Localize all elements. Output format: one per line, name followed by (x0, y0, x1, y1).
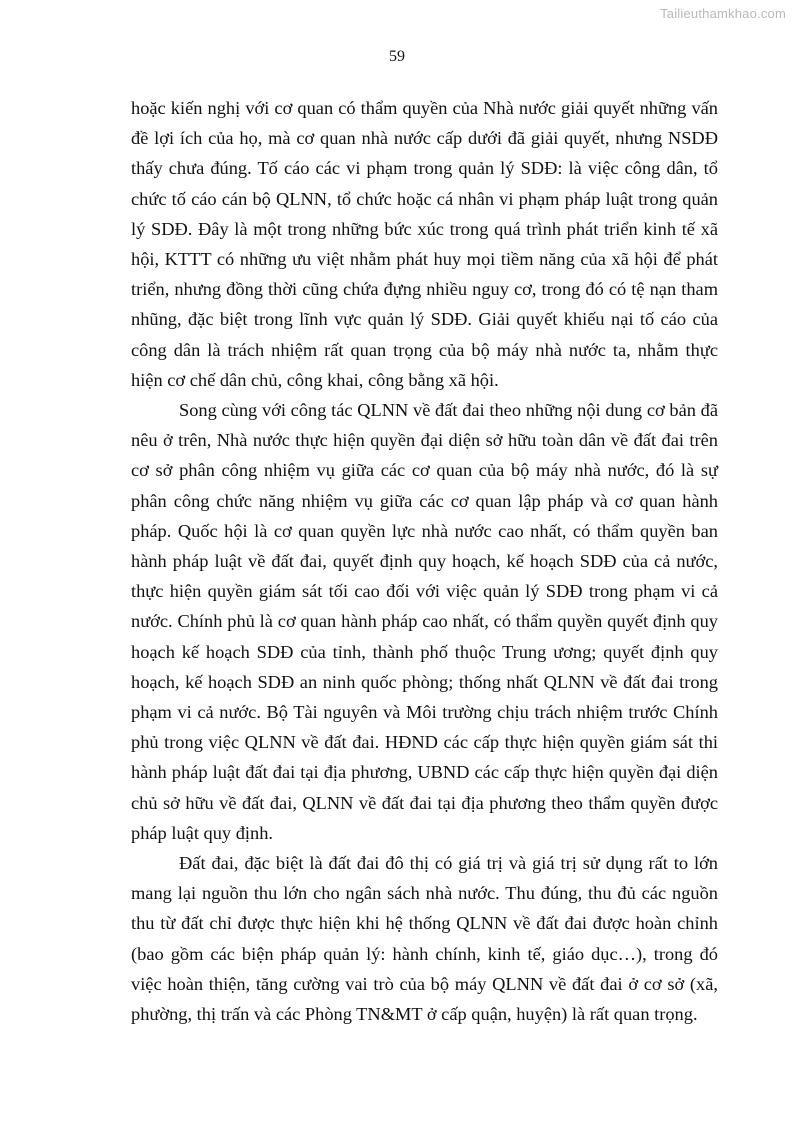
watermark: Tailieuthamkhao.com (660, 6, 786, 21)
page-number: 59 (389, 48, 405, 65)
paragraph-2: Song cùng với công tác QLNN về đất đai theo những nội dung cơ bản đã nêu ở trên, Nhà nước thực hiện quyền đại diện sở hữu toàn dân về đất đai trên cơ sở phân công nhiệm vụ giữa các cơ quan của bộ máy nhà nước, đó là sự phân công chức năng nhiệm vụ giữa các cơ quan lập pháp và cơ quan hành pháp. Quốc hội là cơ quan quyền lực nhà nước cao nhất, có thẩm quyền ban hành pháp luật về đất đai, quyết định quy hoạch, kế hoạch SDĐ của cả nước, thực hiện quyền giám sát tối cao đối với việc quản lý SDĐ trong phạm vi cả nước. Chính phủ là cơ quan hành pháp cao nhất, có thẩm quyền quyết định quy hoạch kế hoạch SDĐ của tỉnh, thành phố thuộc Trung ương; quyết định quy hoạch, kế hoạch SDĐ an ninh quốc phòng; thống nhất QLNN về đất đai trong phạm vi cả nước. Bộ Tài nguyên và Môi trường chịu trách nhiệm trước Chính phủ trong việc QLNN về đất đai. HĐND các cấp thực hiện quyền giám sát thi hành pháp luật đất đai tại địa phương, UBND các cấp thực hiện quyền đại diện chủ sở hữu về đất đai, QLNN về đất đai tại địa phương theo thẩm quyền được pháp luật quy định. (131, 400, 718, 843)
paragraph-3: Đất đai, đặc biệt là đất đai đô thị có giá trị và giá trị sử dụng rất to lớn mang lại nguồn thu lớn cho ngân sách nhà nước. Thu đúng, thu đủ các nguồn thu từ đất chỉ được thực hiện khi hệ thống QLNN về đất đai được hoàn chỉnh (bao gồm các biện pháp quản lý: hành chính, kinh tế, giáo dục…), trong đó việc hoàn thiện, tăng cường vai trò của bộ máy QLNN về đất đai ở cơ sở (xã, phường, thị trấn và các Phòng TN&MT ở cấp quận, huyện) là rất quan trọng. (131, 853, 718, 1025)
document-body (131, 93, 718, 1029)
paragraph-1: hoặc kiến nghị với cơ quan có thẩm quyền của Nhà nước giải quyết những vấn đề lợi ích của họ, mà cơ quan nhà nước cấp dưới đã giải quyết, nhưng NSDĐ thấy chưa đúng. Tố cáo các vi phạm trong quản lý SDĐ: là việc công dân, tổ chức tố cáo cán bộ QLNN, tổ chức hoặc cá nhân vi phạm pháp luật trong quản lý SDĐ. Đây là một trong những bức xúc trong quá trình phát triển kinh tế xã hội, KTTT có những ưu việt nhằm phát huy mọi tiềm năng của xã hội để phát triển, nhưng đồng thời cũng chứa đựng nhiều nguy cơ, trong đó có tệ nạn tham nhũng, đặc biệt trong lĩnh vực quản lý SDĐ. Giải quyết khiếu nại tố cáo của công dân là trách nhiệm rất quan trọng của bộ máy nhà nước ta, nhằm thực hiện cơ chế dân chủ, công khai, công bằng xã hội. (131, 98, 718, 390)
